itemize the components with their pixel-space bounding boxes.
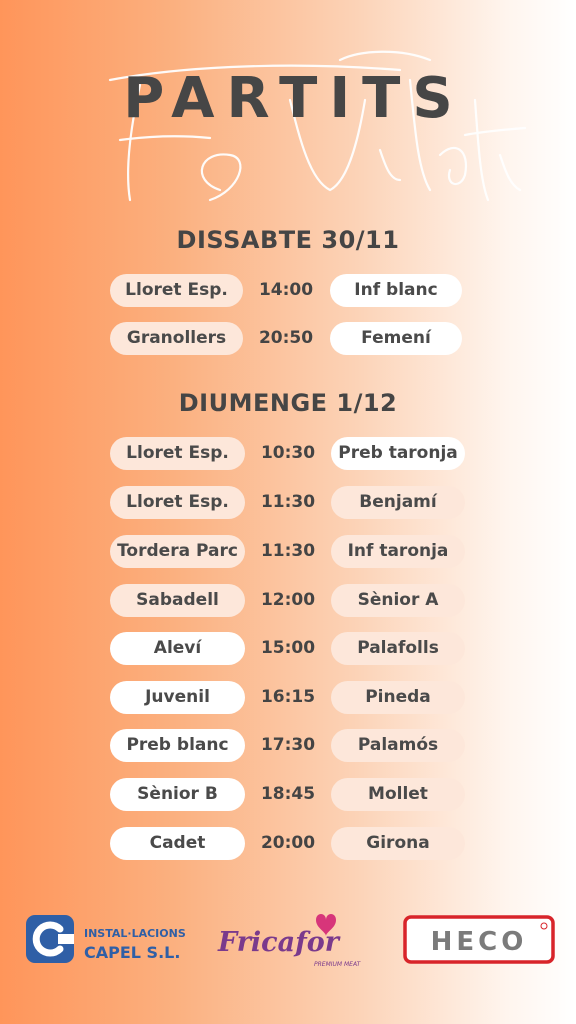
- match-away-team: Palafolls: [331, 632, 465, 665]
- day-heading-saturday: DISSABTE 30/11: [176, 226, 400, 254]
- match-home-team: Tordera Parc: [110, 535, 245, 568]
- match-home-team: Lloret Esp.: [110, 486, 245, 519]
- match-time: 18:45: [260, 784, 316, 804]
- match-time: 17:30: [260, 735, 316, 755]
- match-time: 16:15: [260, 687, 316, 707]
- match-home-team: Aleví: [110, 632, 245, 665]
- match-home-team: Granollers: [110, 322, 243, 355]
- match-time: 15:00: [260, 638, 316, 658]
- match-home-team: Juvenil: [110, 681, 245, 714]
- heco-name: HECO: [430, 927, 528, 957]
- match-away-team: Inf taronja: [331, 535, 465, 568]
- fricafor-tagline: PREMIUM MEAT: [314, 961, 361, 968]
- match-home-team: Lloret Esp.: [110, 274, 243, 307]
- page-title: PARTITS: [123, 66, 465, 131]
- match-away-team: Girona: [331, 827, 465, 860]
- match-time: 10:30: [260, 443, 316, 463]
- match-time: 14:00: [258, 280, 314, 300]
- heco-logo: [403, 915, 555, 965]
- match-away-team: Mollet: [331, 778, 465, 811]
- match-away-team: Femení: [330, 322, 462, 355]
- match-home-team: Lloret Esp.: [110, 437, 245, 470]
- match-time: 12:00: [260, 590, 316, 610]
- match-away-team: Pineda: [331, 681, 465, 714]
- match-time: 20:00: [260, 833, 316, 853]
- fricafor-name: Fricafor: [218, 927, 339, 958]
- match-away-team: Sènior A: [331, 584, 465, 617]
- match-home-team: Sabadell: [110, 584, 245, 617]
- fricafor-logo: [216, 908, 361, 970]
- match-home-team: Preb blanc: [110, 729, 245, 762]
- match-away-team: Preb taronja: [331, 437, 465, 470]
- match-away-team: Inf blanc: [330, 274, 462, 307]
- capel-line1: INSTAL·LACIONS: [84, 927, 186, 940]
- match-time: 20:50: [258, 328, 314, 348]
- capel-plug-icon: [58, 934, 74, 944]
- capel-line2: CAPEL S.L.: [84, 943, 181, 962]
- match-away-team: Palamós: [331, 729, 465, 762]
- day-heading-sunday: DIUMENGE 1/12: [178, 389, 398, 417]
- match-time: 11:30: [260, 541, 316, 561]
- match-away-team: Benjamí: [331, 486, 465, 519]
- capel-logo: [26, 912, 191, 966]
- match-home-team: Cadet: [110, 827, 245, 860]
- match-home-team: Sènior B: [110, 778, 245, 811]
- match-time: 11:30: [260, 492, 316, 512]
